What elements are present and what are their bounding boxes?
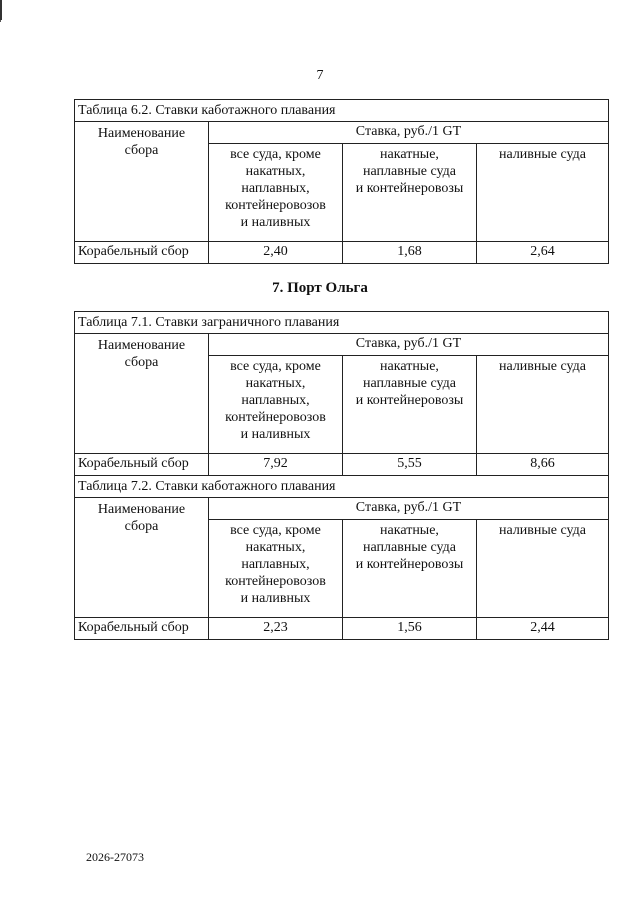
subheader-line: наплавные суда (363, 164, 456, 179)
table-row (75, 242, 608, 263)
rate-value: 2,44 (530, 620, 555, 635)
rate-header: Ставка, руб./1 GT (209, 122, 608, 144)
table-header (75, 334, 608, 454)
rate-value: 2,40 (209, 242, 343, 263)
name-header-line: Наименование (97, 126, 186, 141)
subheader-line: наплавные суда (363, 540, 456, 555)
rate-value: 1,68 (343, 242, 477, 263)
rate-value: 2,23 (209, 618, 343, 639)
subheader-line: наливные суда (498, 523, 586, 538)
row-name: Корабельный сбор (75, 242, 209, 263)
subheader-line: наплавных, (241, 393, 310, 408)
subheader-line: накатные, (380, 147, 439, 162)
name-header-line: сбора (124, 143, 159, 158)
rate-value: 5,55 (343, 454, 477, 475)
subheader-line: и наливных (240, 427, 311, 442)
page-number: 7 (316, 68, 324, 83)
name-column-header (75, 122, 209, 241)
subheader-tankers (477, 356, 608, 453)
document-code: 2026-27073 (86, 850, 144, 864)
subheader-line: все суда, кроме (230, 147, 321, 162)
rate-subheaders (209, 144, 608, 241)
section-title: 7. Порт Ольга (272, 280, 368, 296)
subheader-all-vessels (209, 520, 343, 617)
table-7-1 (75, 312, 608, 476)
subheader-line: накатные, (380, 523, 439, 538)
subheader-line: накатных, (245, 164, 306, 179)
table-row (75, 618, 608, 639)
scan-edge-mark-small (0, 20, 1, 22)
subheader-line: контейнеровозов (225, 198, 326, 213)
table-title: Таблица 7.2. Ставки каботажного плавания (75, 476, 608, 498)
subheader-line: наплавных, (241, 181, 310, 196)
subheader-tankers (477, 520, 608, 617)
subheader-line: все суда, кроме (230, 523, 321, 538)
subheader-tankers (477, 144, 608, 241)
name-header-line: Наименование (97, 338, 186, 353)
subheader-roro-vessels (343, 520, 477, 617)
table-6-2 (74, 99, 609, 264)
subheader-all-vessels (209, 144, 343, 241)
subheader-line: и контейнеровозы (355, 557, 464, 572)
subheader-roro-vessels (343, 144, 477, 241)
subheader-line: контейнеровозов (225, 410, 326, 425)
table-title: Таблица 6.2. Ставки каботажного плавания (75, 100, 608, 122)
rate-subheaders (209, 520, 608, 617)
subheader-line: и контейнеровозы (355, 393, 464, 408)
name-header-line: сбора (124, 355, 159, 370)
scan-edge-mark (0, 0, 2, 20)
rate-column-group (209, 498, 608, 617)
rate-subheaders (209, 356, 608, 453)
subheader-roro-vessels (343, 356, 477, 453)
subheader-line: и наливных (240, 591, 311, 606)
subheader-line: контейнеровозов (225, 574, 326, 589)
subheader-line: все суда, кроме (230, 359, 321, 374)
subheader-line: накатных, (245, 540, 306, 555)
rate-value: 1,56 (343, 618, 477, 639)
rate-header: Ставка, руб./1 GT (209, 498, 608, 520)
table-group-port-olga (74, 311, 609, 640)
row-name: Корабельный сбор (75, 454, 209, 475)
rate-column-group (209, 334, 608, 453)
subheader-line: и наливных (240, 215, 311, 230)
name-column-header (75, 498, 209, 617)
rate-value: 8,66 (530, 456, 555, 471)
subheader-all-vessels (209, 356, 343, 453)
table-title: Таблица 7.1. Ставки заграничного плавания (75, 312, 608, 334)
rate-value: 2,64 (530, 244, 555, 259)
table-header (75, 122, 608, 242)
table-header (75, 498, 608, 618)
name-header-line: Наименование (97, 502, 186, 517)
name-column-header (75, 334, 209, 453)
subheader-line: накатные, (380, 359, 439, 374)
rate-column-group (209, 122, 608, 241)
rate-value: 7,92 (209, 454, 343, 475)
name-header-line: сбора (124, 519, 159, 534)
rate-header: Ставка, руб./1 GT (209, 334, 608, 356)
subheader-line: наливные суда (498, 359, 586, 374)
subheader-line: наплавные суда (363, 376, 456, 391)
subheader-line: наплавных, (241, 557, 310, 572)
table-7-2 (75, 476, 608, 639)
subheader-line: наливные суда (498, 147, 586, 162)
subheader-line: накатных, (245, 376, 306, 391)
table-row (75, 454, 608, 475)
row-name: Корабельный сбор (75, 618, 209, 639)
subheader-line: и контейнеровозы (355, 181, 464, 196)
